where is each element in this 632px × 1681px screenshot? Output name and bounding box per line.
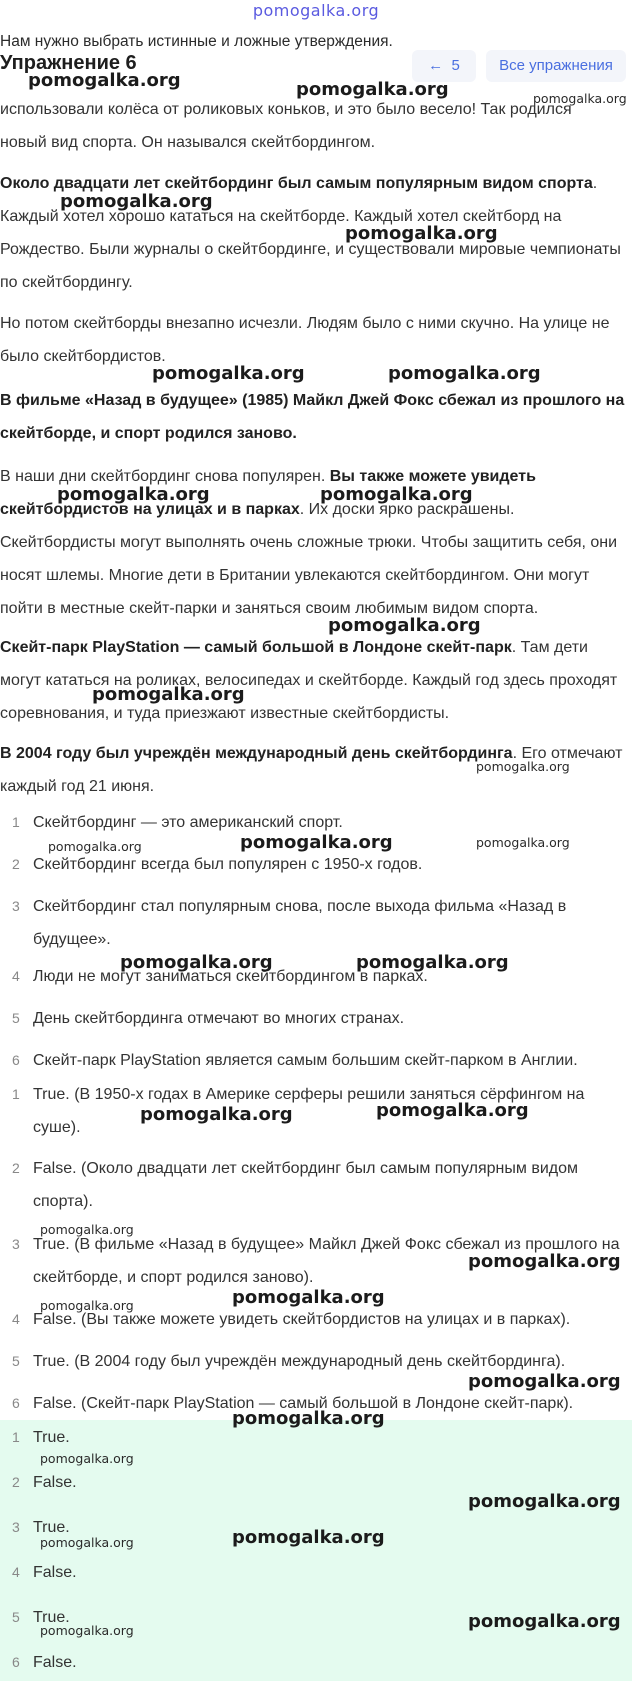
item-number: 3 bbox=[12, 1519, 20, 1535]
text-line: использовали колёса от роликовых коньков, и это было весело! Так родился bbox=[0, 101, 572, 118]
watermark: pomogalka.org bbox=[468, 1251, 621, 1272]
bold-fact: Около двадцати лет скейтбординг был самым популярным видом спорта bbox=[0, 175, 593, 192]
explanation-text: True. (В 2004 году был учреждён международный день скейтбординга). bbox=[33, 1353, 566, 1370]
watermark: pomogalka.org bbox=[533, 91, 627, 106]
statement-text: Скейтбординг всегда был популярен с 1950-х годов. bbox=[33, 856, 423, 873]
answer-text: False. bbox=[33, 1654, 77, 1671]
watermark: pomogalka.org bbox=[48, 839, 142, 854]
watermark: pomogalka.org bbox=[28, 70, 181, 91]
answer-text: True. bbox=[33, 1609, 70, 1626]
watermark: pomogalka.org bbox=[40, 1298, 134, 1313]
watermark: pomogalka.org bbox=[328, 615, 481, 636]
exercise-header bbox=[0, 50, 632, 96]
bold-fact: Скейт-парк PlayStation — самый большой в Лондоне скейт-парк bbox=[0, 639, 512, 656]
watermark: pomogalka.org bbox=[140, 1104, 293, 1125]
watermark: pomogalka.org bbox=[60, 191, 213, 212]
watermark: pomogalka.org bbox=[468, 1371, 621, 1392]
watermark: pomogalka.org bbox=[40, 1623, 134, 1638]
watermark: pomogalka.org bbox=[345, 223, 498, 244]
watermark: pomogalka.org bbox=[232, 1287, 385, 1308]
site-name-header: pomogalka.org bbox=[252, 1, 380, 20]
item-number: 2 bbox=[12, 1474, 20, 1490]
watermark: pomogalka.org bbox=[57, 484, 210, 505]
text-line: новый вид спорта. Он назывался скейтбордингом. bbox=[0, 134, 376, 151]
item-number: 4 bbox=[12, 1564, 20, 1580]
watermark: pomogalka.org bbox=[296, 79, 449, 100]
watermark: pomogalka.org bbox=[476, 759, 570, 774]
explanation-text: False. (Скейт-парк PlayStation — самый большой в Лондоне скейт-парк). bbox=[33, 1395, 574, 1412]
statement-text: Скейтбординг стал популярным снова, после выхода фильма «Назад в будущее». bbox=[33, 898, 567, 948]
watermark: pomogalka.org bbox=[240, 832, 393, 853]
prev-exercise-button[interactable] bbox=[412, 50, 476, 82]
explanation-text: False. (Вы также можете увидеть скейтбордистов на улицах и в парках). bbox=[33, 1311, 571, 1328]
watermark: pomogalka.org bbox=[92, 684, 245, 705]
statement-text: День скейтбординга отмечают во многих странах. bbox=[33, 1010, 405, 1027]
watermark: pomogalka.org bbox=[232, 1527, 385, 1548]
answer-panel bbox=[0, 1420, 632, 1681]
intro-text: Нам нужно выбрать истинные и ложные утверждения. bbox=[0, 33, 393, 50]
item-number: 3 bbox=[12, 898, 20, 914]
item-number: 4 bbox=[12, 1311, 20, 1327]
bold-fact: В 2004 году был учреждён международный день скейтбординга bbox=[0, 745, 513, 762]
explanation-text: True. (В фильме «Назад в будущее» Майкл Джей Фокс сбежал из прошлого на скейтборде, и спорт родился заново). bbox=[33, 1236, 620, 1286]
item-number: 5 bbox=[12, 1353, 20, 1369]
watermark: pomogalka.org bbox=[376, 1100, 529, 1121]
item-number: 3 bbox=[12, 1236, 20, 1252]
item-number: 6 bbox=[12, 1654, 20, 1670]
explanation-text: False. (Около двадцати лет скейтбординг был самым популярным видом спорта). bbox=[33, 1160, 579, 1210]
item-number: 1 bbox=[12, 814, 20, 830]
statement-text: Скейтбординг — это американский спорт. bbox=[33, 814, 343, 831]
watermark: pomogalka.org bbox=[120, 952, 273, 973]
watermark: pomogalka.org bbox=[40, 1535, 134, 1550]
watermark: pomogalka.org bbox=[320, 484, 473, 505]
watermark: pomogalka.org bbox=[232, 1408, 385, 1429]
answer-text: True. bbox=[33, 1519, 70, 1536]
arrow-left-icon: ← bbox=[428, 57, 444, 74]
item-number: 5 bbox=[12, 1609, 20, 1625]
item-number: 6 bbox=[12, 1052, 20, 1068]
text-paragraph-2: Около двадцати лет скейтбординг был самым популярным видом спорта. Каждый хотел хорошо кататься на скейтборде. Каждый хотел скейтборд на Рождество. Были журналы о скейтбординге, и существовали мировые чемпионаты по скейтбордингу. bbox=[0, 175, 621, 291]
watermark: pomogalka.org bbox=[388, 363, 541, 384]
watermark: pomogalka.org bbox=[476, 835, 570, 850]
text-paragraph-7: В 2004 году был учреждён международный день скейтбординга. Его отмечают каждый год 21 июня. bbox=[0, 745, 623, 795]
text-paragraph-1 bbox=[0, 93, 630, 159]
text-paragraph-5: В наши дни скейтбординг снова популярен. Вы также можете увидеть скейтбордистов на улицах и в парках. Их доски ярко раскрашены. Скейтбордисты могут выполнять очень сложные трюки. Чтобы защитить себя, они носят шлемы. Многие дети в Британии увлекаются скейтбордингом. Они могут пойти в местные скейт-парки и заняться своим любимым видом спорта. bbox=[0, 468, 618, 617]
watermark: pomogalka.org bbox=[468, 1611, 621, 1632]
answer-text: True. bbox=[33, 1429, 70, 1446]
item-number: 1 bbox=[12, 1086, 20, 1102]
watermark: pomogalka.org bbox=[152, 363, 305, 384]
item-number: 6 bbox=[12, 1395, 20, 1411]
bold-fact: В фильме «Назад в будущее» (1985) Майкл Джей Фокс сбежал из прошлого на скейтборде, и спорт родился заново. bbox=[0, 392, 625, 442]
text-paragraph-3: Но потом скейтборды внезапно исчезли. Людям было с ними скучно. На улице не было скейтбордистов. bbox=[0, 315, 610, 365]
explanation-text: True. (В 1950-х годах в Америке серферы решили заняться сёрфингом на суше). bbox=[33, 1086, 585, 1136]
all-exercises-button[interactable]: Все упражнения bbox=[486, 50, 626, 82]
page-title: Упражнение 6 bbox=[0, 52, 137, 74]
answer-text: False. bbox=[33, 1474, 77, 1491]
item-number: 4 bbox=[12, 968, 20, 984]
watermark: pomogalka.org bbox=[468, 1491, 621, 1512]
statement-text: Люди не могут заниматься скейтбордингом в парках. bbox=[33, 968, 428, 985]
prev-exercise-number: 5 bbox=[451, 57, 460, 74]
item-number: 2 bbox=[12, 856, 20, 872]
item-number: 5 bbox=[12, 1010, 20, 1026]
watermark: pomogalka.org bbox=[356, 952, 509, 973]
answer-text: False. bbox=[33, 1564, 77, 1581]
item-number: 1 bbox=[12, 1429, 20, 1445]
watermark: pomogalka.org bbox=[40, 1451, 134, 1466]
bold-fact: Вы также можете увидеть скейтбордистов на улицах и в парках bbox=[0, 468, 536, 518]
text-paragraph-6: Скейт-парк PlayStation — самый большой в Лондоне скейт-парк. Там дети могут кататься на роликах, велосипедах и скейтборде. Каждый год здесь проходят соревнования, и туда приезжают известные скейтбордисты. bbox=[0, 639, 618, 722]
watermark: pomogalka.org bbox=[40, 1222, 134, 1237]
statement-text: Скейт-парк PlayStation является самым большим скейт-парком в Англии. bbox=[33, 1052, 578, 1069]
text-paragraph-4 bbox=[0, 384, 630, 450]
item-number: 2 bbox=[12, 1160, 20, 1176]
